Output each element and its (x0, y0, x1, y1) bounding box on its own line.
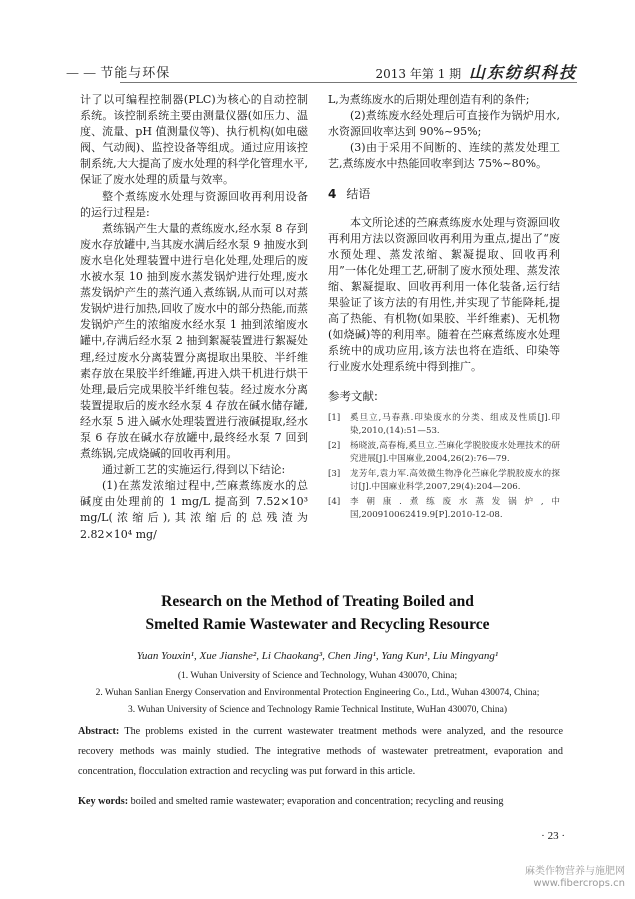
section-number: 4 (328, 187, 337, 202)
reference-text: 李朝康.煮练废水蒸发锅炉,中国,200910062419.9[P].2010-12-08. (350, 496, 560, 521)
references-title: 参考文献: (328, 388, 378, 403)
abstract-label: Abstract: (78, 726, 120, 737)
paragraph-summary: 本文所论述的苎麻煮练废水处理与资源回收再利用方法以资源回收再利用为重点,提出了“废水预处理、蒸发浓缩、絮凝提取、回收再利用”一体化处理工艺,研制了废水预处理、蒸发浓缩、絮凝提取、回收再利用一体化装备,运行结果验证了该方法的有用性,并实现了节能降耗,提高了热能、有机物(如果胶、半纤维素)、无机物(如烧碱)等的利用率。随着在苎麻煮练废水处理系统中的成功应用,该方法也将在造纸、印染等行业废水处理系统中得到推广。 (328, 215, 560, 374)
reference-text: 杨晓波,高春梅,奚旦立.苎麻化学脱胶废水处理技术的研究进展[J].中国麻业,2004,26(2):76—79. (350, 440, 560, 465)
right-column (328, 92, 560, 524)
paragraph-continuation: L,为煮练废水的后期处理创造有利的条件; (328, 93, 530, 106)
keywords-text: boiled and smelted ramie wastewater; evaporation and concentration; recycling and reusing (130, 796, 504, 807)
paragraph-conclusion-3: (3)由于采用不间断的、连续的蒸发处理工艺,煮练废水中热能回收率到达 75%~80%。 (328, 141, 560, 171)
paragraph-control-system: 计了以可编程控制器(PLC)为核心的自动控制系统。该控制系统主要由测量仪器(如压力、温度、流量、pH 值测量仪等)、执行机构(如电磁阀、气动阀)、监控设备等组成。通过应用该控制系统,大大提高了废水处理的科学化管理水平,保证了废水处理的质量与效率。 (80, 93, 308, 187)
affiliation-line-2: 2. Wuhan Sanlian Energy Conservation and Environmental Protection Engineering Co., Ltd., Wuhan 430074, China; (95, 688, 540, 698)
reference-number: [1] (328, 412, 341, 423)
english-title (0, 590, 635, 636)
reference-item (328, 496, 560, 523)
issue-text: 2013 年第 1 期 (375, 67, 462, 81)
reference-item (328, 468, 560, 495)
paragraph-conclusion-2: (2)煮练废水经处理后可直接作为锅炉用水,水资源回收率达到 90%~95%; (328, 109, 560, 139)
paragraph-conclusion-1: (1)在蒸发浓缩过程中,苎麻煮练废水的总碱度由处理前的 1 mg/L 提高到 7.52×10³ mg/L(浓缩后),其浓缩后的总残渣为 2.82×10⁴ mg/ (80, 479, 308, 541)
affiliation-line-1: (1. Wuhan University of Science and Technology, Wuhan 430070, China; (177, 671, 458, 681)
reference-text: 龙芳年,袁力军.高效微生物净化苎麻化学脱胶废水的探讨[J].中国麻业科学,2007,29(4):204—206. (350, 468, 560, 493)
reference-number: [3] (328, 468, 341, 479)
paragraph-process-intro: 整个煮练废水处理与资源回收再利用设备的运行过程是: (80, 189, 308, 219)
reference-number: [4] (328, 496, 341, 507)
reference-item (328, 440, 560, 467)
watermark-line-2: www.fibercrops.cn (533, 878, 625, 889)
english-abstract (78, 722, 563, 782)
paragraph-conclusions-intro: 通过新工艺的实施运行,得到以下结论: (102, 463, 286, 477)
english-title-line-2: Smelted Ramie Wastewater and Recycling Resource (145, 616, 490, 633)
section-heading (328, 186, 560, 202)
section-label-text: 节能与环保 (100, 66, 171, 81)
reference-text: 奚旦立,马春燕.印染废水的分类、组成及性质[J].印染,2010,(14):51—53. (350, 412, 560, 437)
watermark-line-1: 麻类作物营养与施肥网 (525, 866, 625, 877)
left-column (80, 92, 308, 543)
paragraph-process-detail: 煮练锅产生大量的煮练废水,经水泵 8 存到废水存放罐中,当其废水满后经水泵 9 抽废水到废水皂化处理装置中进行皂化处理,处理后的废水被水泵 10 抽到废水蒸发锅炉进行处理,废水蒸发锅炉产生的蒸汽通入煮练锅,从而可以对蒸发锅炉进行加热,回收了废水中的部分热能,而蒸发锅炉产生的浓缩废水经水泵 1 抽到浓缩废水罐中,存满后经水泵 2 抽到絮凝装置进行絮凝处理,经过废水分离装置分离提取出果胶、半纤维素存放在果胶半纤维罐,再进入烘干机进行烘干处理,最后完成果胶半纤维包装。经过废水分离装置提取后的废水经水泵 4 存放在碱水储存罐,经水泵 5 进入碱水处理装置进行液碱提取,经水泵 6 存放在碱水存放罐中,最终经水泵 7 回到煮练锅,完成烧碱的回收再利用。 (80, 221, 308, 461)
watermark (525, 866, 625, 890)
keywords-label: Key words: (78, 796, 129, 807)
journal-name: 山东纺织科技 (468, 63, 577, 82)
english-authors: Yuan Youxin¹, Xue Jianshe², Li Chaokang³, Chen Jing¹, Yang Kun¹, Liu Mingyang¹ (136, 650, 499, 662)
reference-number: [2] (328, 440, 341, 451)
journal-info (376, 60, 577, 83)
affiliation-line-3: 3. Wuhan University of Science and Technology Ramie Technical Institute, WuHan 430070, China) (128, 705, 507, 715)
page-number: · 23 · (541, 830, 565, 842)
english-keywords (78, 792, 563, 812)
english-title-line-1: Research on the Method of Treating Boiled and (161, 593, 474, 610)
header-divider (120, 82, 577, 83)
abstract-text: The problems existed in the current wastewater treatment methods were analyzed, and the resource recovery methods was mainly studied. The integrative methods of wastewater pretreatment, evaporation and concentration, flocculation extraction and recycling was put forward in this article. (78, 726, 563, 777)
reference-list (328, 412, 560, 523)
section-label (66, 62, 170, 81)
header-dashes: — — (66, 66, 101, 81)
section-title: 结语 (346, 187, 371, 202)
reference-item (328, 412, 560, 439)
